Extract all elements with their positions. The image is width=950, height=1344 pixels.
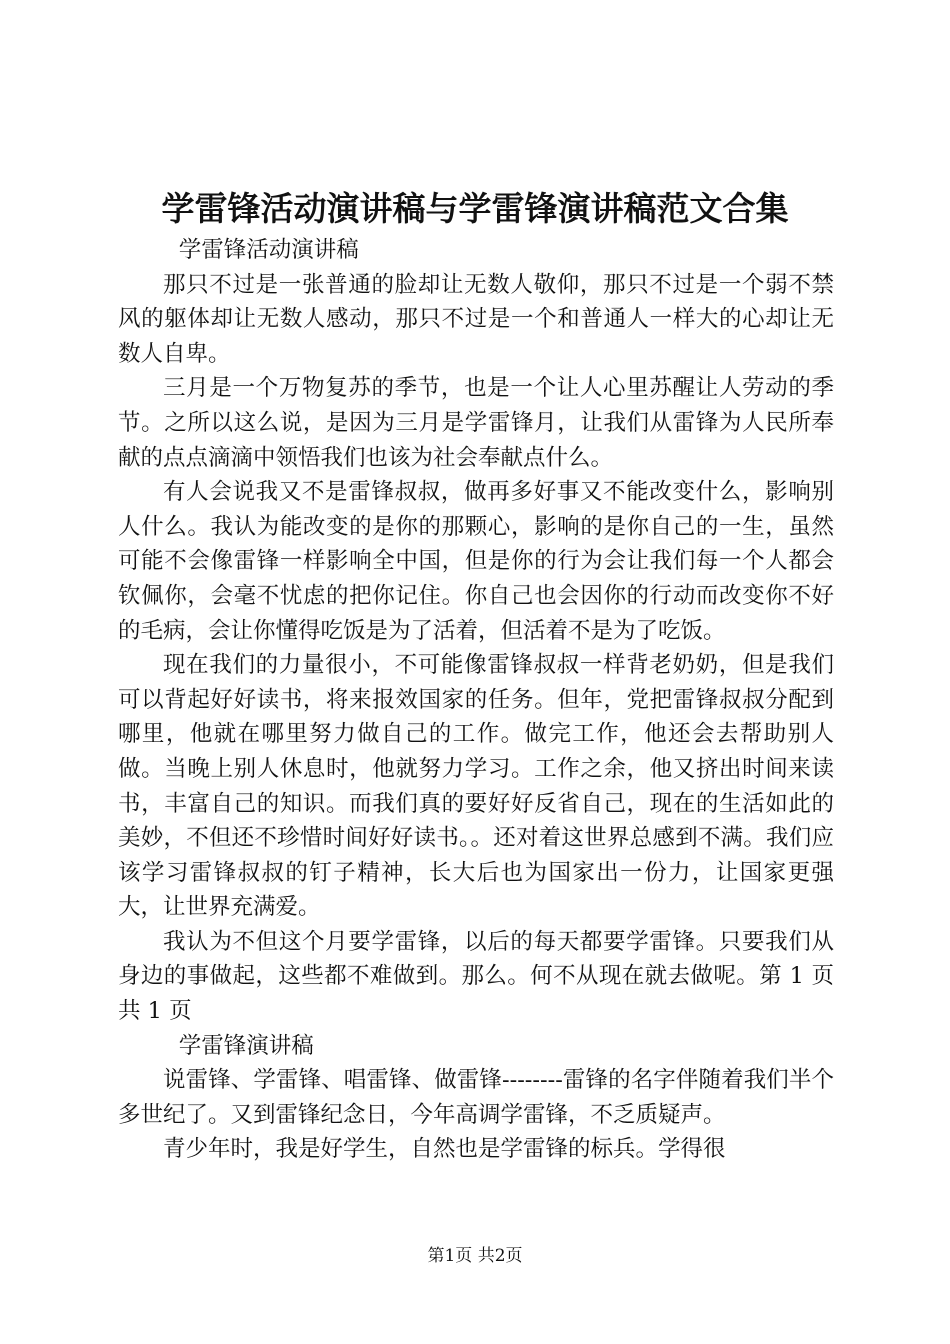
paragraph: 有人会说我又不是雷锋叔叔，做再多好事又不能改变什么，影响别人什么。我认为能改变的是你的那颗心，影响的是你自己的一生，虽然可能不会像雷锋一样影响全中国，但是你的行为会让我们每一个人都会钦佩你，会毫不忧虑的把你记住。你自己也会因你的行动而改变你不好的毛病，会让你懂得吃饭是为了活着，但活着不是为了吃饭。: [118, 479, 834, 644]
paragraph: 三月是一个万物复苏的季节，也是一个让人心里苏醒让人劳动的季节。之所以这么说，是因为三月是学雷锋月，让我们从雷锋为人民所奉献的点点滴滴中领悟我们也该为社会奉献点什么。: [118, 375, 834, 471]
paragraph: 现在我们的力量很小，不可能像雷锋叔叔一样背老奶奶，但是我们可以背起好好读书，将来报效国家的任务。但年，党把雷锋叔叔分配到哪里，他就在哪里努力做自己的工作。做完工作，他还会去帮助别人做。当晚上别人休息时，他就努力学习。工作之余，他又挤出时间来读书，丰富自己的知识。而我们真的要好好反省自己，现在的生活如此的美妙，不但还不珍惜时间好好读书。。还对着这世界总感到不满。我们应该学习雷锋叔叔的钉子精神，长大后也为国家出一份力，让国家更强大，让世界充满爱。: [118, 652, 834, 921]
section-heading: 学雷锋活动演讲稿: [178, 237, 359, 263]
paragraph: 说雷锋、学雷锋、唱雷锋、做雷锋--------雷锋的名字伴随着我们半个多世纪了。又到雷锋纪念日，今年高调学雷锋，不乏质疑声。: [118, 1067, 834, 1128]
document-title: 学雷锋活动演讲稿与学雷锋演讲稿范文合集: [161, 189, 789, 228]
paragraph: 青少年时，我是好学生，自然也是学雷锋的标兵。学得很: [163, 1136, 726, 1163]
paragraph: 我认为不但这个月要学雷锋，以后的每天都要学雷锋。只要我们从身边的事做起，这些都不难做到。那么。何不从现在就去做呢。第 1 页共 1 页: [118, 928, 834, 1025]
paragraph: 那只不过是一张普通的脸却让无数人敬仰，那只不过是一个弱不禁风的躯体却让无数人感动，那只不过是一个和普通人一样大的心却让无数人自卑。: [118, 271, 834, 367]
section-heading: 学雷锋演讲稿: [178, 1032, 314, 1059]
page-footer: 第1页 共2页: [427, 1246, 523, 1266]
document-body: [118, 233, 834, 1167]
